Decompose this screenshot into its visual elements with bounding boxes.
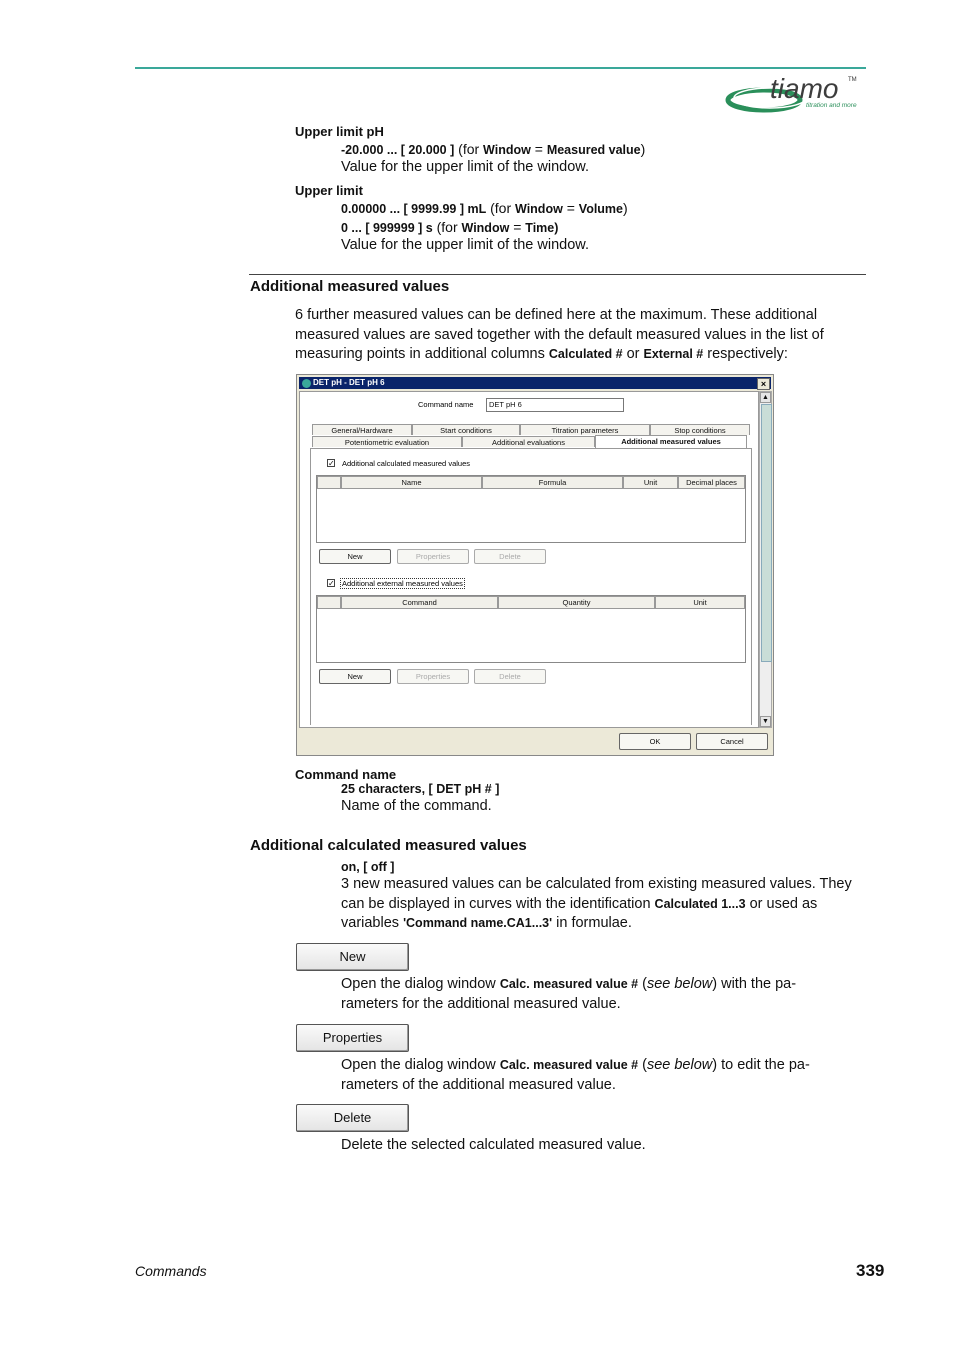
- desc-text: ) to edit the pa-: [712, 1057, 810, 1073]
- col-quantity[interactable]: Quantity: [498, 596, 655, 609]
- dialog-title-bar: [299, 377, 771, 389]
- new-button-desc: [341, 975, 866, 1014]
- cond-key: Window: [515, 202, 563, 216]
- para-text: in formulae.: [552, 915, 632, 931]
- cond-val: Volume: [578, 202, 624, 216]
- col-name[interactable]: Name: [341, 476, 482, 489]
- section2-paragraph: [341, 875, 866, 934]
- close-text: ): [640, 141, 646, 157]
- desc-text: rameters for the additional measured value.: [341, 995, 621, 1012]
- cancel-button[interactable]: Cancel: [696, 733, 768, 750]
- calc-new-button[interactable]: New: [319, 549, 391, 564]
- kw-calculated-1-3: Calculated 1...3: [654, 896, 746, 911]
- cond-key: Window: [461, 221, 510, 235]
- svg-text:TM: TM: [848, 77, 857, 83]
- section-rule: [249, 274, 866, 275]
- dialog-body: [299, 391, 759, 728]
- col-unit[interactable]: Unit: [623, 476, 678, 489]
- tiamo-logo: [724, 72, 869, 114]
- delete-button-desc: Delete the selected calculated measured value.: [341, 1137, 646, 1153]
- tab-panel: [310, 448, 752, 725]
- upper-limit-range1-line: [341, 200, 628, 216]
- tab-start-conditions[interactable]: Start conditions: [412, 424, 520, 435]
- ext-properties-button[interactable]: Properties: [397, 669, 469, 684]
- for-text: (for: [454, 141, 484, 157]
- section-title-additional-calculated-measured-values: Additional calculated measured values: [250, 837, 527, 854]
- desc-text: rameters of the additional measured value.: [341, 1076, 616, 1093]
- tab-titration-parameters[interactable]: Titration parameters: [520, 424, 650, 435]
- command-name-heading: Command name: [295, 767, 397, 782]
- upper-limit-ph-range: -20.000 ... [ 20.000 ]: [341, 143, 455, 157]
- svg-text:titration and more: titration and more: [806, 102, 857, 109]
- ext-delete-button[interactable]: Delete: [474, 669, 546, 684]
- new-button[interactable]: New: [296, 943, 409, 971]
- col-decimal-places[interactable]: Decimal places: [678, 476, 745, 489]
- kw-command-name-ca: 'Command name.CA1...3': [403, 916, 553, 930]
- upper-limit-label: Upper limit: [295, 183, 363, 198]
- kw-calculated: Calculated #: [548, 347, 623, 361]
- for-text: (for: [432, 219, 462, 235]
- col-command[interactable]: Command: [341, 596, 498, 609]
- desc-text: (: [638, 1057, 647, 1073]
- upper-limit-ph-desc: Value for the upper limit of the window.: [341, 159, 589, 175]
- upper-limit-range2-line: [341, 219, 558, 235]
- cond-key: Window: [483, 143, 531, 157]
- para-text: or: [622, 346, 644, 362]
- kw-calc-measured-value: Calc. measured value #: [499, 1058, 639, 1072]
- command-name-desc: Name of the command.: [341, 798, 492, 814]
- vertical-scrollbar[interactable]: [759, 391, 772, 728]
- command-name-input[interactable]: DET pH 6: [486, 398, 624, 412]
- col-unit[interactable]: Unit: [655, 596, 745, 609]
- calc-properties-button[interactable]: Properties: [397, 549, 469, 564]
- see-below: see below: [646, 976, 713, 992]
- scroll-thumb[interactable]: [761, 404, 772, 662]
- ext-checkbox[interactable]: ✓: [328, 579, 335, 588]
- tab-general-hardware[interactable]: General/Hardware: [312, 424, 412, 435]
- table-corner: [317, 476, 341, 489]
- desc-text: (: [638, 976, 647, 992]
- upper-limit-range2: 0 ... [ 999999 ] s: [341, 221, 433, 235]
- desc-text: ) with the pa-: [712, 976, 797, 992]
- delete-button[interactable]: Delete: [296, 1104, 409, 1132]
- upper-limit-desc: Value for the upper limit of the window.: [341, 237, 589, 253]
- para-text: 3 new measured values can be calculated from existing measured values. They can be displayed in curves with the identification: [341, 876, 852, 912]
- dialog-title: DET pH - DET pH 6: [313, 378, 385, 387]
- cond-val: Time): [525, 221, 559, 235]
- svg-text:tiamo: tiamo: [770, 73, 839, 104]
- page-number: 339: [856, 1261, 885, 1280]
- app-icon: [302, 379, 311, 388]
- tab-potentiometric-evaluation[interactable]: Potentiometric evaluation: [312, 436, 462, 447]
- calc-table[interactable]: [316, 475, 746, 543]
- for-text: (for: [486, 200, 516, 216]
- properties-button[interactable]: Properties: [296, 1024, 409, 1052]
- see-below: see below: [646, 1057, 713, 1073]
- header-rule: [135, 67, 866, 69]
- section2-range: on, [ off ]: [341, 860, 395, 874]
- kw-external: External #: [643, 347, 704, 361]
- upper-limit-ph-range-line: [341, 141, 645, 157]
- para-text: 6 further measured values can be defined here at the maximum. These additional measured values are saved together with the default measured values in the list of measuring points in additional columns: [295, 307, 824, 362]
- command-name-range: 25 characters, [ DET pH # ]: [341, 782, 500, 796]
- dialog-window: [296, 374, 774, 756]
- tab-stop-conditions[interactable]: Stop conditions: [650, 424, 750, 435]
- para-text: respectively:: [703, 346, 788, 362]
- footer-section: Commands: [135, 1263, 207, 1279]
- ext-new-button[interactable]: New: [319, 669, 391, 684]
- section-title-additional-measured-values: Additional measured values: [250, 278, 450, 295]
- col-formula[interactable]: Formula: [482, 476, 623, 489]
- calc-delete-button[interactable]: Delete: [474, 549, 546, 564]
- cond-val: Measured value: [546, 143, 641, 157]
- tab-additional-evaluations[interactable]: Additional evaluations: [462, 436, 595, 447]
- calc-checkbox-label: Additional calculated measured values: [342, 459, 470, 468]
- upper-limit-range1: 0.00000 ... [ 9999.99 ] mL: [341, 202, 487, 216]
- desc-text: Open the dialog window: [341, 1057, 500, 1073]
- close-text: ): [623, 200, 628, 216]
- ext-checkbox-label: Additional external measured values: [342, 579, 463, 588]
- kw-calc-measured-value: Calc. measured value #: [499, 977, 639, 991]
- command-name-label: Command name: [418, 400, 474, 409]
- scroll-up-icon[interactable]: ▲: [760, 392, 771, 403]
- properties-button-desc: [341, 1056, 866, 1095]
- ok-button[interactable]: OK: [619, 733, 691, 750]
- eq-text: =: [509, 219, 526, 235]
- tab-additional-measured-values[interactable]: Additional measured values: [595, 435, 747, 448]
- ext-table[interactable]: [316, 595, 746, 663]
- desc-text: Open the dialog window: [341, 976, 500, 992]
- eq-text: =: [530, 141, 547, 157]
- calc-checkbox[interactable]: ✓: [328, 459, 335, 468]
- section1-paragraph: [295, 306, 870, 365]
- close-icon[interactable]: ×: [757, 378, 770, 390]
- eq-text: =: [562, 200, 579, 216]
- scroll-down-icon[interactable]: ▼: [760, 716, 771, 727]
- table-corner: [317, 596, 341, 609]
- upper-limit-ph-label: Upper limit pH: [295, 124, 384, 139]
- para-text: or used as variables: [341, 895, 818, 931]
